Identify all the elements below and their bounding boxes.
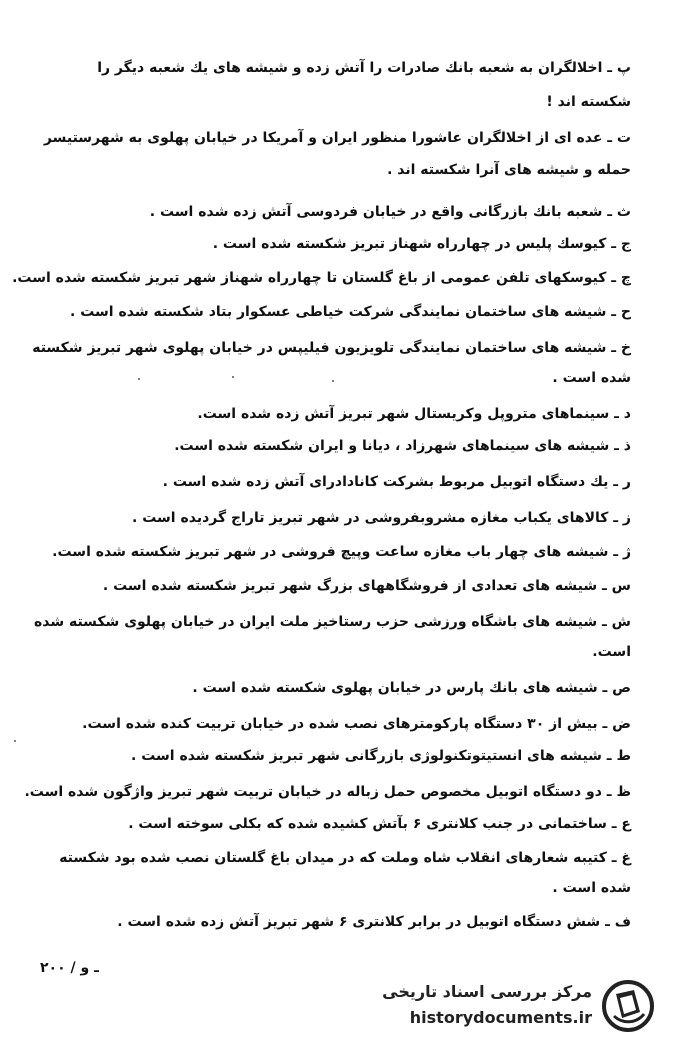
watermark-title: مرکز بررسی اسناد تاریخی	[382, 982, 592, 1001]
watermark	[382, 978, 662, 1034]
list-item: ز ـ کالاهای یکباب مغازه مشروبفروشی در شهر تبریز تاراج گردیده است .	[132, 510, 631, 526]
list-item: ظ ـ دو دستگاه اتوبیل مخصوص حمل زباله در خیابان تربیت شهر تبریز واژگون شده است.	[24, 784, 631, 800]
list-item: چ ـ کیوسکهای تلفن عمومی از باغ گلستان تا چهارراه شهناز شهر تبریز شکسته شده است.	[12, 270, 631, 286]
document-number: ۲۰۰ / ـ و	[40, 960, 99, 976]
list-item: ط ـ شیشه های انستیتوتکنولوژی بازرگانی شهر تبریز شکسته شده است .	[131, 748, 631, 764]
list-item: ت ـ عده ای از اخلالگران عاشورا منظور ایران و آمریکا در خیابان پهلوی به شهرستیسر	[43, 130, 631, 146]
list-item: ص ـ شیشه های بانك پارس در خیابان پهلوی شکسته شده است .	[192, 680, 631, 696]
list-item: ج ـ کیوسك پلیس در چهارراه شهناز تبریز شکسته شده است .	[212, 236, 631, 252]
watermark-url: historydocuments.ir	[409, 1008, 592, 1027]
list-item-continuation: شده است .	[552, 370, 631, 386]
list-item: ژ ـ شیشه های چهار باب مغازه ساعت وپیچ فروشی در شهر تبریز شکسته شده است.	[52, 544, 631, 560]
list-item: پ ـ اخلالگران به شعبه بانك صادرات را آتش زده و شیشه های یك شعبه دیگر را	[97, 60, 631, 76]
scan-speck	[138, 378, 140, 380]
list-item: ض ـ بیش از ۳۰ دستگاه پارکومترهای نصب شده در خیابان تربیت کنده شده است.	[82, 716, 631, 732]
list-item: ذ ـ شیشه های سینماهای شهرزاد ، دیانا و ایران شکسته شده است.	[174, 438, 631, 454]
list-item: س ـ شیشه های تعدادی از فروشگاههای بزرگ شهر تبریز شکسته شده است .	[102, 578, 631, 594]
list-item-continuation: است.	[592, 644, 631, 660]
list-item: ر ـ یك دستگاه اتوبیل مربوط بشرکت کانادادرای آتش زده شده است .	[162, 474, 631, 490]
list-item: ع ـ ساختمانی در جنب کلانتری ۶ بآتش کشیده شده که بکلی سوخته است .	[128, 816, 631, 832]
list-item: ح ـ شیشه های ساختمان نمایندگی شرکت خیاطی عسکوار بتاد شکسته شده است .	[70, 304, 631, 320]
list-item-continuation: شده است .	[552, 880, 631, 896]
scan-speck	[14, 740, 16, 742]
list-item-continuation: حمله و شیشه های آنرا شکسته اند .	[387, 162, 631, 178]
list-item: ش ـ شیشه های باشگاه ورزشی حزب رستاخیز ملت ایران در خیابان پهلوی شکسته شده	[33, 614, 631, 630]
list-item: غ ـ کتیبه شعارهای انقلاب شاه وملت که در میدان باغ گلستان نصب شده بود شکسته	[59, 850, 631, 866]
list-item: خ ـ شیشه های ساختمان نمایندگی تلویزیون فیلیپس در خیابان پهلوی شهر تبریز شکسته	[32, 340, 631, 356]
scan-speck	[232, 376, 234, 378]
list-item: د ـ سینماهای متروپل وکریستال شهر تبریز آتش زده شده است.	[197, 406, 631, 422]
list-item: ث ـ شعبه بانك بازرگانی واقع در خیابان فردوسی آتش زده شده است .	[149, 204, 631, 220]
scan-speck	[332, 380, 334, 382]
document-archive-icon	[600, 980, 656, 1032]
list-item-continuation: شكسته اند !	[546, 94, 631, 110]
list-item: ف ـ شش دستگاه اتوبیل در برابر کلانتری ۶ شهر تبریز آتش زده شده است .	[117, 914, 631, 930]
